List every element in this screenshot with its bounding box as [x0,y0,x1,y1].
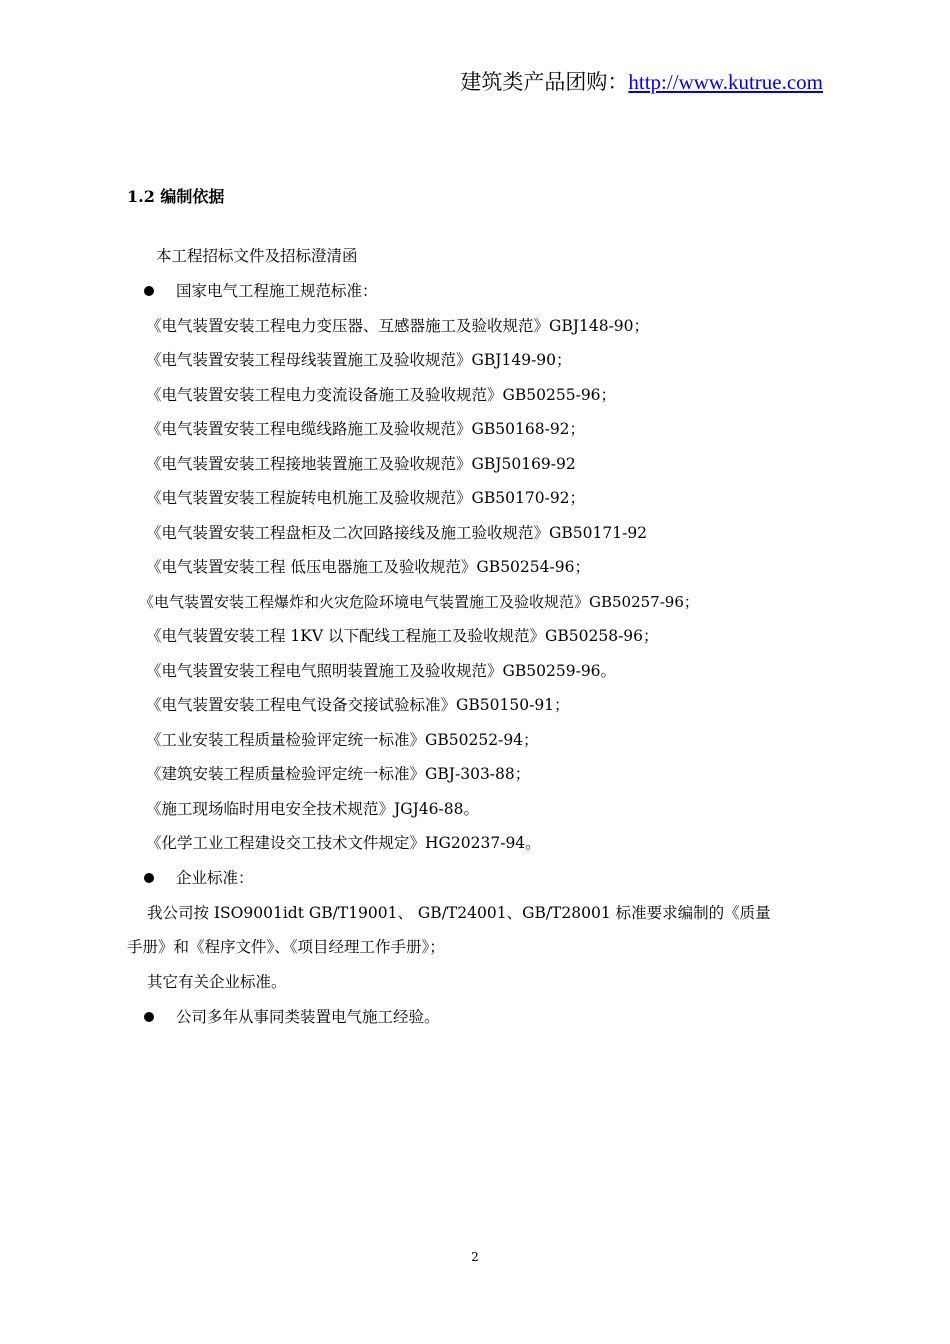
other-standards-text: 其它有关企业标准。 [147,973,287,991]
standard-item: 《电气装置安装工程电力变流设备施工及验收规范》GB50255-96； [146,386,617,404]
header-link[interactable]: http://www.kutrue.com [628,70,823,94]
header-label: 建筑类产品团购： [460,70,629,94]
section-heading: 1.2 编制依据 [127,187,225,206]
standard-item: 《化学工业工程建设交工技术文件规定》HG20237-94。 [146,834,541,852]
standard-item: 《电气装置安装工程电气设备交接试验标准》GB50150-91； [146,696,570,714]
bullet-national-standards: 国家电气工程施工规范标准： [176,282,378,300]
standard-item: 《电气装置安装工程 1KV 以下配线工程施工及验收规范》GB50258-96； [146,627,659,645]
bullet-experience: 公司多年从事同类装置电气施工经验。 [176,1008,440,1026]
standard-item: 《电气装置安装工程盘柜及二次回路接线及施工验收规范》GB50171-92 [146,524,648,542]
standard-item: 《工业安装工程质量检验评定统一标准》GB50252-94； [146,731,539,749]
standard-item: 《施工现场临时用电安全技术规范》JGJ46-88。 [146,800,479,818]
standard-item: 《电气装置安装工程旋转电机施工及验收规范》GB50170-92； [146,489,586,507]
bullet-icon [144,286,154,296]
company-paragraph-line-1: 我公司按 ISO9001idt GB/T19001、 GB/T24001、GB/T28001 标准要求编制的《质量 [147,904,771,922]
standard-item: 《电气装置安装工程电气照明装置施工及验收规范》GB50259-96。 [146,662,617,680]
standard-item: 《电气装置安装工程母线装置施工及验收规范》GBJ149-90； [146,351,572,369]
bullet-company-standards: 企业标准： [176,869,254,887]
standard-item: 《电气装置安装工程电缆线路施工及验收规范》GB50168-92； [146,420,586,438]
page-header [460,66,823,96]
page-number: 2 [471,1250,479,1264]
company-paragraph-line-2: 手册》和《程序文件》、《项目经理工作手册》； [127,938,445,956]
standard-item: 《电气装置安装工程 低压电器施工及验收规范》GB50254-96； [146,558,590,576]
intro-text: 本工程招标文件及招标澄清函 [156,247,358,265]
standard-item: 《建筑安装工程质量检验评定统一标准》GBJ-303-88； [146,765,531,783]
bullet-icon [144,873,154,883]
standard-item: 《电气装置安装工程爆炸和火灾危险环境电气装置施工及验收规范》GB50257-96； [139,593,699,611]
standard-item: 《电气装置安装工程接地装置施工及验收规范》GBJ50169-92 [146,455,576,473]
bullet-icon [144,1012,154,1022]
standard-item: 《电气装置安装工程电力变压器、互感器施工及验收规范》GBJ148-90； [146,317,650,335]
